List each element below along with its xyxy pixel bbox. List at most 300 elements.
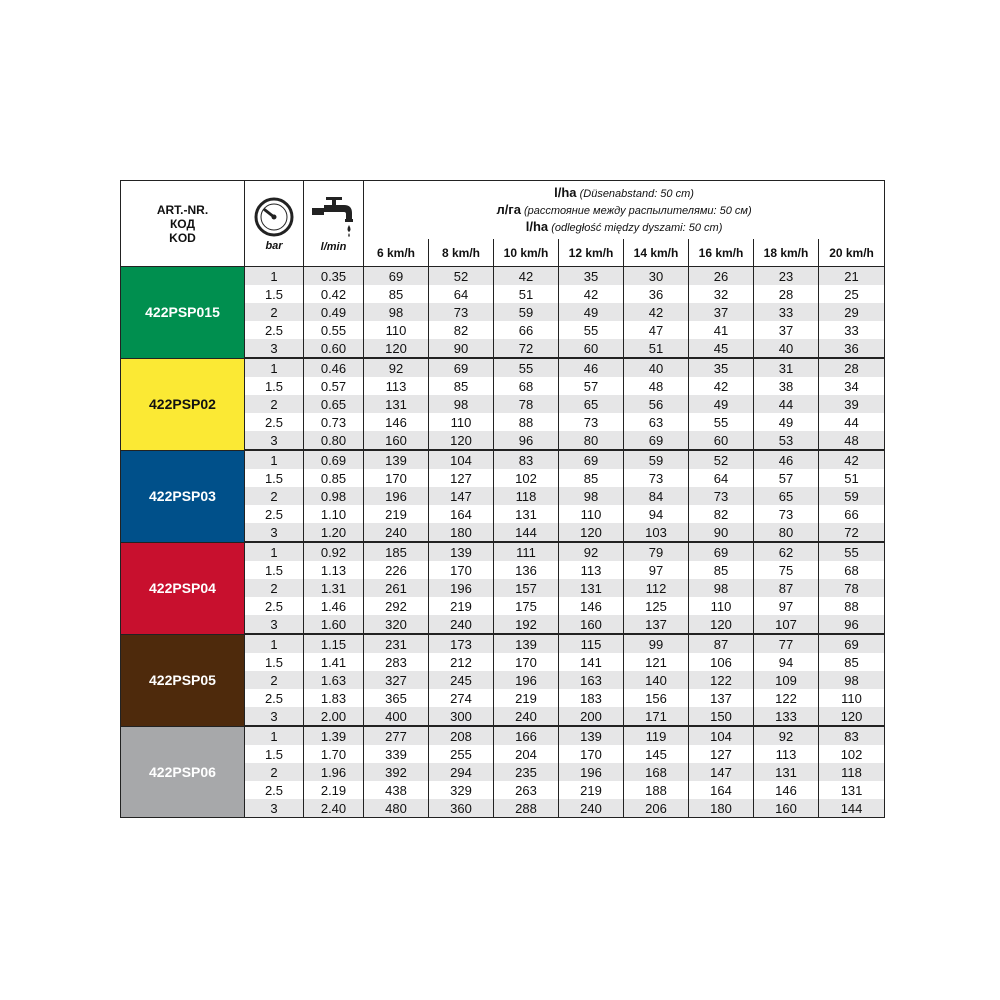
flow-cell: 1.41 [304, 653, 364, 671]
pressure-cell: 1 [245, 726, 304, 745]
rate-18kmh-cell: 75 [754, 561, 819, 579]
rate-8kmh-cell: 170 [429, 561, 494, 579]
flow-cell: 0.55 [304, 321, 364, 339]
flow-cell: 0.65 [304, 395, 364, 413]
rate-12kmh-cell: 80 [559, 431, 624, 450]
rate-8kmh-cell: 219 [429, 597, 494, 615]
rate-6kmh-cell: 98 [364, 303, 429, 321]
rate-18kmh-cell: 87 [754, 579, 819, 597]
flow-cell: 2.19 [304, 781, 364, 799]
rate-10kmh-cell: 68 [494, 377, 559, 395]
pressure-cell: 3 [245, 615, 304, 634]
rate-10kmh-cell: 118 [494, 487, 559, 505]
rate-12kmh-cell: 98 [559, 487, 624, 505]
rate-8kmh-cell: 196 [429, 579, 494, 597]
flow-cell: 0.98 [304, 487, 364, 505]
rate-20kmh-cell: 48 [819, 431, 885, 450]
rate-6kmh-cell: 131 [364, 395, 429, 413]
flow-cell: 0.60 [304, 339, 364, 358]
rate-18kmh-cell: 23 [754, 267, 819, 286]
rate-20kmh-cell: 34 [819, 377, 885, 395]
pressure-cell: 1 [245, 542, 304, 561]
rate-12kmh-cell: 110 [559, 505, 624, 523]
rate-6kmh-cell: 85 [364, 285, 429, 303]
rate-20kmh-cell: 144 [819, 799, 885, 818]
rate-14kmh-cell: 156 [624, 689, 689, 707]
rate-14kmh-cell: 94 [624, 505, 689, 523]
rate-16kmh-cell: 98 [689, 579, 754, 597]
rate-10kmh-cell: 102 [494, 469, 559, 487]
kod-ru-label: КОД [169, 216, 196, 231]
rate-20kmh-cell: 69 [819, 634, 885, 653]
flow-cell: 1.83 [304, 689, 364, 707]
title-ru-italic: (расстояние между распылителями: 50 см) [524, 204, 752, 217]
rate-8kmh-cell: 240 [429, 615, 494, 634]
rate-6kmh-cell: 226 [364, 561, 429, 579]
rate-12kmh-cell: 113 [559, 561, 624, 579]
rate-10kmh-cell: 204 [494, 745, 559, 763]
rate-18kmh-cell: 92 [754, 726, 819, 745]
rate-20kmh-cell: 102 [819, 745, 885, 763]
rate-12kmh-cell: 146 [559, 597, 624, 615]
table-title [364, 181, 885, 240]
rate-14kmh-cell: 137 [624, 615, 689, 634]
art-nr-header [121, 181, 245, 267]
flow-label: l/min [320, 240, 347, 253]
water-tap-icon [310, 195, 358, 239]
title-pl-bold: l/ha [525, 218, 549, 234]
table-row [121, 267, 885, 286]
pressure-cell: 1 [245, 450, 304, 469]
rate-10kmh-cell: 288 [494, 799, 559, 818]
rate-16kmh-cell: 164 [689, 781, 754, 799]
rate-18kmh-cell: 97 [754, 597, 819, 615]
rate-14kmh-cell: 59 [624, 450, 689, 469]
table-row [121, 358, 885, 377]
rate-6kmh-cell: 160 [364, 431, 429, 450]
rate-10kmh-cell: 59 [494, 303, 559, 321]
rate-10kmh-cell: 219 [494, 689, 559, 707]
title-de-italic: (Düsenabstand: 50 cm) [579, 187, 694, 200]
rate-10kmh-cell: 240 [494, 707, 559, 726]
rate-12kmh-cell: 120 [559, 523, 624, 542]
rate-14kmh-cell: 73 [624, 469, 689, 487]
rate-12kmh-cell: 196 [559, 763, 624, 781]
rate-14kmh-cell: 125 [624, 597, 689, 615]
rate-6kmh-cell: 196 [364, 487, 429, 505]
rate-14kmh-cell: 99 [624, 634, 689, 653]
rate-16kmh-cell: 60 [689, 431, 754, 450]
flow-cell: 0.46 [304, 358, 364, 377]
rate-16kmh-cell: 42 [689, 377, 754, 395]
pressure-cell: 2 [245, 395, 304, 413]
rate-16kmh-cell: 82 [689, 505, 754, 523]
rate-10kmh-cell: 157 [494, 579, 559, 597]
rate-6kmh-cell: 139 [364, 450, 429, 469]
art-nr-label: ART.-NR. [156, 202, 209, 217]
pressure-cell: 2 [245, 303, 304, 321]
rate-16kmh-cell: 180 [689, 799, 754, 818]
rate-12kmh-cell: 69 [559, 450, 624, 469]
flow-cell: 1.10 [304, 505, 364, 523]
rate-18kmh-cell: 49 [754, 413, 819, 431]
rate-20kmh-cell: 120 [819, 707, 885, 726]
flow-cell: 0.69 [304, 450, 364, 469]
rate-20kmh-cell: 33 [819, 321, 885, 339]
rate-18kmh-cell: 33 [754, 303, 819, 321]
rate-16kmh-cell: 26 [689, 267, 754, 286]
rate-10kmh-cell: 196 [494, 671, 559, 689]
rate-14kmh-cell: 30 [624, 267, 689, 286]
rate-12kmh-cell: 115 [559, 634, 624, 653]
pressure-cell: 2 [245, 763, 304, 781]
flow-rate-table [120, 180, 885, 818]
rate-14kmh-cell: 63 [624, 413, 689, 431]
rate-18kmh-cell: 109 [754, 671, 819, 689]
rate-6kmh-cell: 110 [364, 321, 429, 339]
rate-20kmh-cell: 51 [819, 469, 885, 487]
rate-6kmh-cell: 277 [364, 726, 429, 745]
title-de-bold: l/ha [554, 184, 577, 200]
rate-14kmh-cell: 51 [624, 339, 689, 358]
rate-16kmh-cell: 122 [689, 671, 754, 689]
flow-cell: 0.35 [304, 267, 364, 286]
rate-6kmh-cell: 185 [364, 542, 429, 561]
rate-6kmh-cell: 231 [364, 634, 429, 653]
rate-10kmh-cell: 42 [494, 267, 559, 286]
rate-8kmh-cell: 360 [429, 799, 494, 818]
flow-cell: 1.20 [304, 523, 364, 542]
rate-14kmh-cell: 48 [624, 377, 689, 395]
pressure-cell: 2.5 [245, 413, 304, 431]
rate-16kmh-cell: 90 [689, 523, 754, 542]
flow-cell: 1.31 [304, 579, 364, 597]
rate-14kmh-cell: 171 [624, 707, 689, 726]
speed-header: 12 km/h [559, 239, 624, 266]
rate-16kmh-cell: 52 [689, 450, 754, 469]
rate-18kmh-cell: 131 [754, 763, 819, 781]
speed-header: 14 km/h [624, 239, 689, 266]
rate-16kmh-cell: 127 [689, 745, 754, 763]
rate-6kmh-cell: 320 [364, 615, 429, 634]
rate-6kmh-cell: 69 [364, 267, 429, 286]
rate-14kmh-cell: 40 [624, 358, 689, 377]
rate-16kmh-cell: 137 [689, 689, 754, 707]
rate-12kmh-cell: 35 [559, 267, 624, 286]
rate-10kmh-cell: 170 [494, 653, 559, 671]
rate-8kmh-cell: 212 [429, 653, 494, 671]
rate-10kmh-cell: 136 [494, 561, 559, 579]
pressure-cell: 1.5 [245, 469, 304, 487]
rate-12kmh-cell: 200 [559, 707, 624, 726]
rate-8kmh-cell: 64 [429, 285, 494, 303]
rate-16kmh-cell: 41 [689, 321, 754, 339]
pressure-cell: 3 [245, 707, 304, 726]
rate-10kmh-cell: 51 [494, 285, 559, 303]
rate-8kmh-cell: 85 [429, 377, 494, 395]
rate-18kmh-cell: 28 [754, 285, 819, 303]
rate-10kmh-cell: 55 [494, 358, 559, 377]
rate-14kmh-cell: 168 [624, 763, 689, 781]
speed-header: 16 km/h [689, 239, 754, 266]
rate-10kmh-cell: 263 [494, 781, 559, 799]
rate-14kmh-cell: 103 [624, 523, 689, 542]
rate-10kmh-cell: 96 [494, 431, 559, 450]
rate-14kmh-cell: 56 [624, 395, 689, 413]
pressure-cell: 2.5 [245, 505, 304, 523]
rate-18kmh-cell: 146 [754, 781, 819, 799]
flow-cell: 0.57 [304, 377, 364, 395]
pressure-cell: 1.5 [245, 745, 304, 763]
rate-12kmh-cell: 42 [559, 285, 624, 303]
rate-20kmh-cell: 36 [819, 339, 885, 358]
rate-12kmh-cell: 131 [559, 579, 624, 597]
pressure-cell: 3 [245, 523, 304, 542]
rate-12kmh-cell: 240 [559, 799, 624, 818]
rate-6kmh-cell: 219 [364, 505, 429, 523]
rate-18kmh-cell: 73 [754, 505, 819, 523]
rate-8kmh-cell: 294 [429, 763, 494, 781]
rate-10kmh-cell: 131 [494, 505, 559, 523]
rate-6kmh-cell: 365 [364, 689, 429, 707]
pressure-cell: 1 [245, 267, 304, 286]
rate-8kmh-cell: 104 [429, 450, 494, 469]
flow-cell: 2.40 [304, 799, 364, 818]
rate-14kmh-cell: 140 [624, 671, 689, 689]
product-code-cell: 422PSP015 [121, 267, 245, 359]
rate-20kmh-cell: 131 [819, 781, 885, 799]
rate-20kmh-cell: 88 [819, 597, 885, 615]
rate-18kmh-cell: 133 [754, 707, 819, 726]
rate-20kmh-cell: 110 [819, 689, 885, 707]
pressure-cell: 2 [245, 671, 304, 689]
rate-8kmh-cell: 208 [429, 726, 494, 745]
speed-header: 18 km/h [754, 239, 819, 266]
flow-cell: 0.49 [304, 303, 364, 321]
rate-14kmh-cell: 121 [624, 653, 689, 671]
pressure-cell: 2 [245, 487, 304, 505]
rate-10kmh-cell: 175 [494, 597, 559, 615]
pressure-cell: 3 [245, 339, 304, 358]
rate-18kmh-cell: 65 [754, 487, 819, 505]
rate-18kmh-cell: 107 [754, 615, 819, 634]
bar-label: bar [265, 239, 283, 252]
rate-12kmh-cell: 170 [559, 745, 624, 763]
rate-12kmh-cell: 55 [559, 321, 624, 339]
rate-8kmh-cell: 82 [429, 321, 494, 339]
rate-18kmh-cell: 53 [754, 431, 819, 450]
rate-20kmh-cell: 83 [819, 726, 885, 745]
rate-16kmh-cell: 110 [689, 597, 754, 615]
product-code-cell: 422PSP02 [121, 358, 245, 450]
rate-14kmh-cell: 112 [624, 579, 689, 597]
rate-20kmh-cell: 85 [819, 653, 885, 671]
rate-18kmh-cell: 160 [754, 799, 819, 818]
rate-8kmh-cell: 120 [429, 431, 494, 450]
rate-16kmh-cell: 85 [689, 561, 754, 579]
rate-20kmh-cell: 42 [819, 450, 885, 469]
rate-8kmh-cell: 173 [429, 634, 494, 653]
rate-20kmh-cell: 55 [819, 542, 885, 561]
flow-cell: 1.96 [304, 763, 364, 781]
pressure-cell: 3 [245, 431, 304, 450]
rate-10kmh-cell: 78 [494, 395, 559, 413]
table-row [121, 450, 885, 469]
product-code-cell: 422PSP05 [121, 634, 245, 726]
rate-8kmh-cell: 73 [429, 303, 494, 321]
rate-12kmh-cell: 141 [559, 653, 624, 671]
rate-12kmh-cell: 65 [559, 395, 624, 413]
rate-20kmh-cell: 78 [819, 579, 885, 597]
rate-16kmh-cell: 55 [689, 413, 754, 431]
kod-pl-label: KOD [169, 230, 196, 245]
rate-6kmh-cell: 292 [364, 597, 429, 615]
rate-8kmh-cell: 164 [429, 505, 494, 523]
rate-12kmh-cell: 57 [559, 377, 624, 395]
rate-18kmh-cell: 113 [754, 745, 819, 763]
rate-18kmh-cell: 46 [754, 450, 819, 469]
flow-cell: 1.63 [304, 671, 364, 689]
pressure-header [245, 181, 304, 267]
rate-20kmh-cell: 96 [819, 615, 885, 634]
speed-header: 6 km/h [364, 239, 429, 266]
rate-8kmh-cell: 255 [429, 745, 494, 763]
rate-10kmh-cell: 144 [494, 523, 559, 542]
rate-14kmh-cell: 42 [624, 303, 689, 321]
rate-18kmh-cell: 122 [754, 689, 819, 707]
rate-16kmh-cell: 104 [689, 726, 754, 745]
rate-8kmh-cell: 245 [429, 671, 494, 689]
pressure-cell: 1 [245, 634, 304, 653]
flow-cell: 1.15 [304, 634, 364, 653]
rate-8kmh-cell: 329 [429, 781, 494, 799]
rate-6kmh-cell: 392 [364, 763, 429, 781]
table-body [121, 267, 885, 818]
rate-6kmh-cell: 146 [364, 413, 429, 431]
rate-6kmh-cell: 339 [364, 745, 429, 763]
flow-cell: 1.70 [304, 745, 364, 763]
pressure-cell: 2.5 [245, 689, 304, 707]
pressure-cell: 1.5 [245, 561, 304, 579]
table-row [121, 726, 885, 745]
rate-18kmh-cell: 40 [754, 339, 819, 358]
rate-14kmh-cell: 47 [624, 321, 689, 339]
rate-14kmh-cell: 145 [624, 745, 689, 763]
pressure-cell: 1.5 [245, 285, 304, 303]
rate-16kmh-cell: 147 [689, 763, 754, 781]
rate-6kmh-cell: 438 [364, 781, 429, 799]
rate-20kmh-cell: 66 [819, 505, 885, 523]
rate-6kmh-cell: 240 [364, 523, 429, 542]
rate-16kmh-cell: 35 [689, 358, 754, 377]
rate-8kmh-cell: 274 [429, 689, 494, 707]
speed-header: 10 km/h [494, 239, 559, 266]
rate-16kmh-cell: 73 [689, 487, 754, 505]
rate-8kmh-cell: 98 [429, 395, 494, 413]
flow-cell: 1.39 [304, 726, 364, 745]
rate-6kmh-cell: 261 [364, 579, 429, 597]
rate-6kmh-cell: 283 [364, 653, 429, 671]
pressure-cell: 1 [245, 358, 304, 377]
rate-16kmh-cell: 87 [689, 634, 754, 653]
rate-20kmh-cell: 39 [819, 395, 885, 413]
rate-18kmh-cell: 62 [754, 542, 819, 561]
flow-cell: 1.60 [304, 615, 364, 634]
pressure-cell: 2.5 [245, 781, 304, 799]
rate-20kmh-cell: 44 [819, 413, 885, 431]
rate-12kmh-cell: 60 [559, 339, 624, 358]
rate-8kmh-cell: 127 [429, 469, 494, 487]
rate-14kmh-cell: 206 [624, 799, 689, 818]
rate-8kmh-cell: 139 [429, 542, 494, 561]
rate-6kmh-cell: 113 [364, 377, 429, 395]
rate-14kmh-cell: 188 [624, 781, 689, 799]
rate-20kmh-cell: 68 [819, 561, 885, 579]
rate-16kmh-cell: 37 [689, 303, 754, 321]
rate-8kmh-cell: 90 [429, 339, 494, 358]
flow-cell: 0.85 [304, 469, 364, 487]
table-row [121, 634, 885, 653]
rate-12kmh-cell: 160 [559, 615, 624, 634]
rate-16kmh-cell: 32 [689, 285, 754, 303]
rate-18kmh-cell: 38 [754, 377, 819, 395]
flow-cell: 0.92 [304, 542, 364, 561]
rate-14kmh-cell: 69 [624, 431, 689, 450]
rate-6kmh-cell: 170 [364, 469, 429, 487]
rate-16kmh-cell: 106 [689, 653, 754, 671]
flow-header [304, 181, 364, 267]
title-ru-bold: л/га [496, 201, 521, 217]
rate-10kmh-cell: 192 [494, 615, 559, 634]
rate-20kmh-cell: 72 [819, 523, 885, 542]
pressure-cell: 2.5 [245, 321, 304, 339]
flow-cell: 0.80 [304, 431, 364, 450]
rate-18kmh-cell: 57 [754, 469, 819, 487]
rate-10kmh-cell: 66 [494, 321, 559, 339]
rate-10kmh-cell: 72 [494, 339, 559, 358]
product-code-cell: 422PSP03 [121, 450, 245, 542]
rate-18kmh-cell: 77 [754, 634, 819, 653]
speed-header: 8 km/h [429, 239, 494, 266]
rate-8kmh-cell: 110 [429, 413, 494, 431]
rate-20kmh-cell: 118 [819, 763, 885, 781]
table-row [121, 542, 885, 561]
rate-8kmh-cell: 69 [429, 358, 494, 377]
rate-8kmh-cell: 147 [429, 487, 494, 505]
rate-10kmh-cell: 166 [494, 726, 559, 745]
rate-6kmh-cell: 400 [364, 707, 429, 726]
rate-20kmh-cell: 29 [819, 303, 885, 321]
rate-14kmh-cell: 84 [624, 487, 689, 505]
rate-20kmh-cell: 28 [819, 358, 885, 377]
rate-8kmh-cell: 180 [429, 523, 494, 542]
rate-12kmh-cell: 49 [559, 303, 624, 321]
pressure-cell: 1.5 [245, 653, 304, 671]
rate-16kmh-cell: 120 [689, 615, 754, 634]
pressure-cell: 2 [245, 579, 304, 597]
rate-6kmh-cell: 327 [364, 671, 429, 689]
rate-12kmh-cell: 139 [559, 726, 624, 745]
rate-12kmh-cell: 163 [559, 671, 624, 689]
rate-6kmh-cell: 92 [364, 358, 429, 377]
product-code-cell: 422PSP04 [121, 542, 245, 634]
rate-20kmh-cell: 98 [819, 671, 885, 689]
flow-cell: 0.42 [304, 285, 364, 303]
rate-12kmh-cell: 219 [559, 781, 624, 799]
rate-12kmh-cell: 183 [559, 689, 624, 707]
rate-12kmh-cell: 73 [559, 413, 624, 431]
rate-8kmh-cell: 52 [429, 267, 494, 286]
